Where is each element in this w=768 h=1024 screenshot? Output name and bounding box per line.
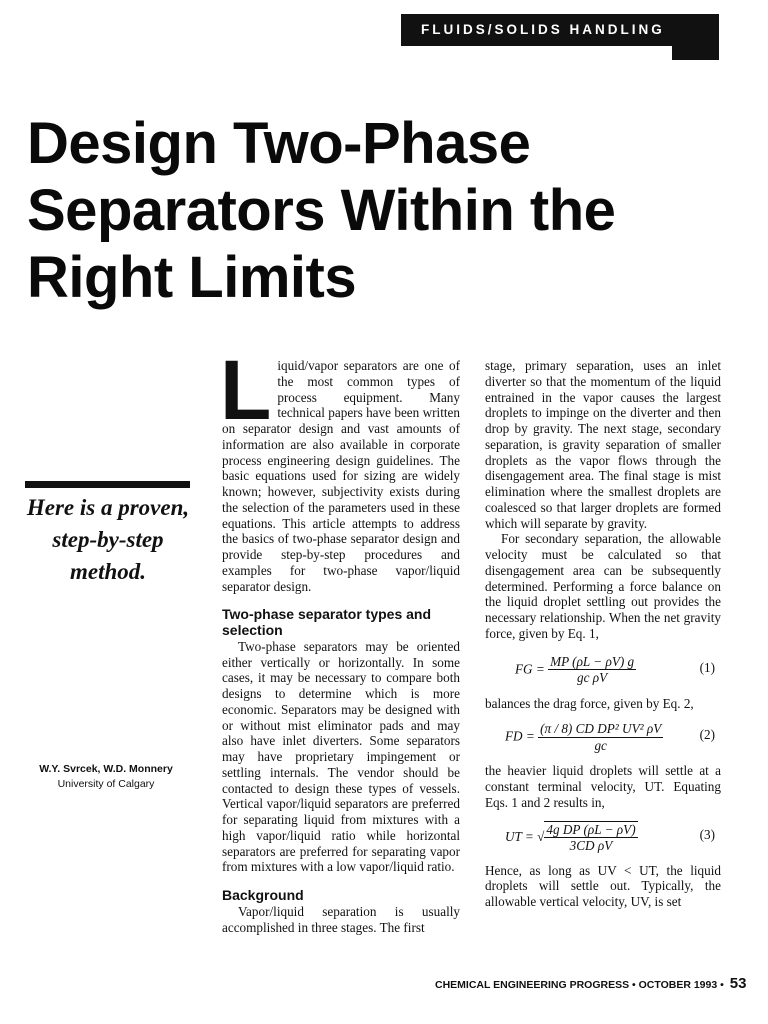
author-affiliation: University of Calgary [57, 778, 155, 790]
terminal-velocity-paragraph: the heavier liquid droplets will settle at a constant terminal velocity, UT. Equating Eqs. 1 and 2 results in, [485, 763, 721, 810]
page-number: 53 [729, 975, 747, 992]
eq2-lhs: FD = [505, 728, 535, 744]
equation-3 [485, 815, 721, 863]
body-column-1 [220, 343, 460, 935]
eq3-lhs: UT = [505, 828, 534, 844]
eq2-numerator: (π / 8) CD DP² UV² ρV [540, 721, 662, 737]
drop-cap: L [220, 343, 272, 437]
background-paragraph: Vapor/liquid separation is usually accomplished in three stages. The first [222, 903, 460, 935]
eq3-fraction [544, 821, 637, 855]
pullquote-line-1: Here is a proven, [26, 495, 190, 520]
eq3-numerator: 4g DP (ρL − ρV) [546, 821, 636, 837]
stages-paragraph: stage, primary separation, uses an inlet diverter so that the momentum of the liquid entrained in the vapor causes the largest droplets to impinge on the diverter and then drop by gravity. The next stage, secondary separation, is gravity separation of smaller droplets as the vapor flows through the disengagement area. The final stage is mist elimination where the smallest droplets are coalesced so that larger droplets are formed which will separate by gravity. [485, 358, 721, 531]
section-tag-tab [672, 46, 719, 60]
author-names: W.Y. Svrcek, W.D. Monnery [39, 763, 173, 775]
body-column-2 [485, 358, 721, 910]
eq1-fraction [548, 654, 636, 687]
pullquote [22, 492, 194, 588]
secondary-paragraph: For secondary separation, the allowable velocity must be calculated so that disengagement area can be subsequently determined. Performing a force balance on the liquid droplet settling out provides the necessary relationship. When the net gravity force, given by Eq. 1, [485, 531, 721, 641]
equation-2 [485, 715, 721, 763]
section-tag: FLUIDS/SOLIDS HANDLING [401, 14, 719, 46]
section-heading-background: Background [222, 887, 304, 903]
eq1-denominator: gc ρV [577, 670, 608, 686]
eq3-label: (3) [699, 826, 715, 842]
types-paragraph: Two-phase separators may be oriented either vertically or horizontally. In some cases, it may be necessary to compare both designs to determine which is more economic. Separators may be designed with or without mist eliminator pads and may also have inlet diverters. Some separators may have proprietary impingement or settling internals. The vendor should be contacted to design these types of vessels. Vertical vapor/liquid separators are preferred for separating liquid from mixtures with a high vapor/liquid ratio while horizontal separators are preferred for separating vapor from mixtures with a low vapor/liquid ratio. [222, 638, 460, 875]
eq1-numerator: MP (ρL − ρV) g [550, 653, 635, 669]
eq2-label: (2) [699, 727, 715, 743]
journal-info: CHEMICAL ENGINEERING PROGRESS • OCTOBER 1993 • [435, 979, 724, 991]
drag-paragraph: balances the drag force, given by Eq. 2, [485, 695, 694, 711]
eq1-label: (1) [699, 659, 715, 675]
eq2-denominator: gc [594, 738, 607, 753]
eq3-denominator: 3CD ρV [569, 838, 613, 854]
eq1-lhs: FG = [515, 660, 545, 676]
equation-1 [485, 648, 721, 696]
pullquote-line-2: step-by-step [52, 527, 164, 552]
settling-paragraph: Hence, as long as UV < UT, the liquid droplets will settle out. Typically, the allowable vertical velocity, UV, is set [485, 862, 721, 909]
intro-text: iquid/vapor separators are one of the most common types of process equipment. Many technical papers have been written on separator design and vast amounts of information are also available in corporate process engineering design guidelines. The basic equations used for sizing are widely known; however, subjectivity exists during the selection of the parameters used in these equations. This article attempts to address the basics of two-phase separator design and provide step-by-step procedures and examples for two-phase vapor/liquid separator design. [222, 358, 460, 594]
pullquote-line-3: method. [69, 559, 147, 584]
sqrt-icon: √ [537, 828, 545, 844]
byline [26, 762, 186, 792]
article-title: Design Two-Phase Separators Within the Right Limits [27, 111, 616, 310]
eq2-fraction [538, 721, 663, 754]
intro-paragraph [220, 343, 460, 594]
page-footer [435, 975, 747, 992]
pullquote-rule [25, 481, 190, 488]
section-heading-types: Two-phase separator types and selection [222, 606, 432, 638]
